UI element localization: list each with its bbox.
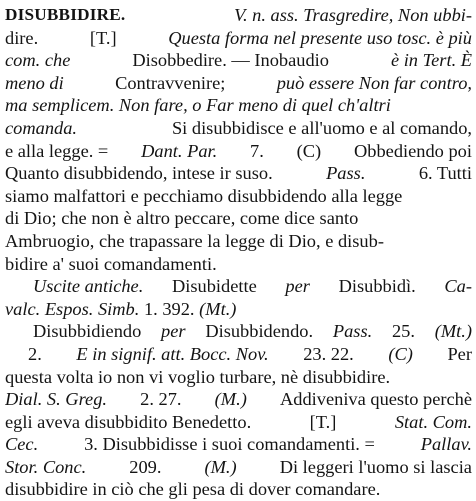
citation-mark: (Mt.) (199, 298, 237, 319)
text-run: Disubidette (171, 276, 257, 297)
citation-ref: 23. 22. (303, 343, 354, 364)
entry-line-6 (5, 117, 472, 140)
entry-line-9 (5, 185, 472, 208)
entry-line-13 (5, 275, 472, 298)
text-run: Disubbidiendo (33, 321, 142, 342)
text-run: Si disubbidisce e all'uomo e al comando, (171, 117, 472, 138)
citation-source: Pass. (332, 321, 373, 342)
usage-note: meno di (5, 72, 64, 93)
citation-source: Pallav. (420, 434, 472, 455)
text-run: egli aveva disubbidito Benedetto. (5, 411, 252, 432)
text-run: disubbidire in ciò che gli pesa di dover comandare. (5, 479, 381, 500)
text-run: Contravvenire; (115, 72, 226, 93)
text-run: Addiveniva questo perchè (279, 389, 472, 410)
usage-note: Questa forma nel presente uso tosc. è più (168, 27, 472, 48)
citation-ref: 25. (391, 321, 415, 342)
entry-line-14 (5, 298, 472, 321)
entry-line-11 (5, 230, 472, 253)
entry-line-15 (5, 320, 472, 343)
text-run: di Dio; che non è altro peccare, come dice santo (5, 208, 359, 229)
entry-line-16 (5, 343, 472, 366)
text-run: Disobbedire. — Inobaudio (132, 50, 329, 71)
text-run: Obbediendo poi (353, 140, 472, 161)
citation-source: Pass. (326, 163, 366, 184)
citation-mark: (M.) (214, 389, 247, 410)
text-run: Quanto disubbidendo, intese ir suso. (5, 163, 273, 184)
citation-source: Cec. (5, 434, 39, 455)
text-run: dire. (5, 27, 39, 48)
entry-line-22 (5, 478, 472, 501)
entry-line-1 (5, 4, 472, 27)
citation-ref: 2. 27. (140, 389, 182, 410)
text-run: Disubbidì. (338, 276, 416, 297)
citation-source: Dial. S. Greg. (5, 389, 107, 410)
text-run: questa volta io non vi voglio turbare, nè disubbidire. (5, 366, 391, 387)
text-run: e alla legge. = (5, 140, 109, 161)
usage-note: comanda. (5, 117, 78, 138)
entry-line-2 (5, 27, 472, 50)
entry-line-7 (5, 140, 472, 163)
text-run: Di leggeri l'uomo si lascia (279, 456, 472, 477)
citation-source: Dant. Par. (141, 140, 218, 161)
usage-note: com. che (5, 50, 71, 71)
entry-line-12 (5, 253, 472, 276)
citation-source: Stat. Com. (394, 411, 472, 432)
usage-note: è in Tert. È (390, 50, 472, 71)
editor-mark: [T.] (89, 27, 117, 48)
citation-mark: (Mt.) (434, 321, 472, 342)
text-run: Ambruogio, che trapassare la legge di Dio, e disub- (5, 230, 384, 251)
usage-note: può essere Non far contro, (276, 72, 472, 93)
citation-ref: 7. (250, 140, 264, 161)
entry-line-18 (5, 388, 472, 411)
text-run: 6. Tutti (418, 163, 472, 184)
entry-line-20 (5, 433, 472, 456)
citation-ref: 1. 392. (143, 298, 195, 319)
entry-line-19 (5, 411, 472, 434)
editor-mark: [T.] (309, 411, 337, 432)
entry-line-8 (5, 162, 472, 185)
text-run: bidire a' suoi comandamenti. (5, 253, 217, 274)
citation-ref: 209. (129, 456, 162, 477)
grammar-note: V. n. ass. Trasgredire, Non ubbi- (234, 5, 472, 25)
citation-source: E in signif. att. Bocc. Nov. (76, 343, 269, 364)
text-run: 3. Disubbidisse i suoi comandamenti. = (84, 434, 375, 455)
entry-line-17 (5, 366, 472, 389)
citation-source: Stor. Conc. (5, 456, 87, 477)
entry-line-5 (5, 94, 472, 117)
citation-mark: (C) (296, 140, 322, 161)
text-run: Per (447, 343, 472, 364)
entry-line-3 (5, 49, 472, 72)
citation-mark: (C) (388, 343, 413, 364)
text-run: Disubbidendo. (205, 321, 314, 342)
headword: DISUBBIDIRE. (5, 5, 126, 24)
citation-source: Ca- (444, 276, 472, 297)
text-run: per (161, 321, 186, 342)
entry-line-21 (5, 456, 472, 479)
entry-line-10 (5, 207, 472, 230)
citation-source: valc. Espos. Simb. (5, 298, 140, 319)
text-run: per (285, 276, 310, 297)
section-heading: Uscite antiche. (33, 276, 144, 297)
entry-line-4 (5, 72, 472, 95)
text-run: siamo malfattori e pecchiamo disubbidendo alla legge (5, 185, 403, 206)
sense-number: 2. (28, 343, 42, 364)
usage-note: ma semplicem. Non fare, o Far meno di quel ch'altri (5, 95, 391, 116)
citation-mark: (M.) (204, 456, 237, 477)
